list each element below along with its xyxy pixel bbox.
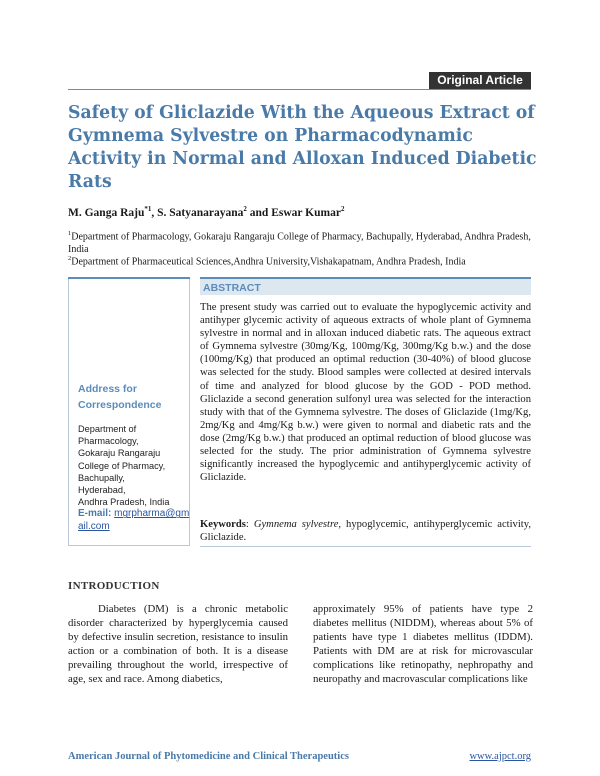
address-line: Bachupally, <box>78 472 125 483</box>
author-affil-mark: 2 <box>340 205 345 213</box>
keywords-italic: Gymnema sylvestre, <box>253 519 342 530</box>
correspondence-heading: Address for Correspondence <box>78 383 162 411</box>
author-separator: , <box>151 206 158 219</box>
keywords: Keywords: Gymnema sylvestre, hypoglycemic, antihyperglycemic activity, Gliclazide. <box>200 519 531 544</box>
abstract-heading: ABSTRACT <box>200 277 531 295</box>
affiliation-text: Department of Pharmaceutical Sciences,Andhra University,Vishakapatnam, Andhra Pradesh, India <box>71 256 466 268</box>
abstract-text: The present study was carried out to evaluate the hypoglycemic activity and antihyper glycemic activity of aqueous extracts of whole plant of Gymnema sylvestre in normal and in alloxan induced diabetic rats. The aqueous extract of Gymnema sylvestre (30mg/Kg, 100mg/Kg, 300mg/Kg b.w.) and the dose (100mg/Kg) that produced an optimal reduction (30-40%) of blood glucose was selected for the study. Blood samples were collected at desired intervals of time and analyzed for blood glucose by the GOD - POD method. Gliclazide a second generation sulfonyl urea was selected for the interaction study with that of the Gymnema sylvestre. The doses of Gliclazide (1mg/Kg, 2mg/Kg and 4mg/Kg b.w.) were given to normal and diabetic rats and the dose (2mg/Kg b.w.) that produced an optimal reduction of blood glucose was selected for the study. The prior administration of Gymnema sylvestre significantly increased the hypoglycemic and antihyperglycemic activity of Gliclazide. <box>200 302 531 484</box>
author-name: S. Satyanarayana <box>157 206 244 219</box>
intro-column-left: Diabetes (DM) is a chronic metabolic disorder characterized by hyperglycemia caused by defective insulin secretion, resistance to insulin action or a combination of both. It is a disease prevailing throughout the world, irrespective of age, sex and race. Among diabetics, <box>68 603 288 685</box>
email-link[interactable]: mgrpharma@gmail.com <box>78 508 190 532</box>
journal-name: American Journal of Phytomedicine and Clinical Therapeutics <box>68 751 349 762</box>
correspondence-address <box>78 423 190 533</box>
introduction-heading: INTRODUCTION <box>68 580 160 592</box>
article-type-badge: Original Article <box>429 72 531 89</box>
affiliation-number: 1 <box>68 230 72 237</box>
author-affil-mark: 2 <box>243 205 247 213</box>
address-line: Department of <box>78 424 137 434</box>
affiliation-2 <box>68 253 538 269</box>
address-line: College of Pharmacy, <box>78 460 166 471</box>
author-name: M. Ganga Raju <box>68 206 145 219</box>
author-separator: and <box>246 206 272 219</box>
header-rule <box>68 89 531 90</box>
author-list <box>68 205 344 219</box>
address-line: Hyderabad, <box>78 485 126 496</box>
intro-column-right: approximately 95% of patients have type 2 diabetes mellitus (NIDDM), whereas about 5% of patients have type 1 diabetes mellitus (IDDM). Patients with DM are at risk for microvascular complications like retinopathy, nephropathy and neuropathy and macrovascular complications like <box>313 603 533 685</box>
abstract-rule <box>200 546 531 547</box>
affiliation-number: 2 <box>68 255 72 262</box>
paper-title: Safety of Gliclazide With the Aqueous Extract of Gymnema Sylvestre on Pharmacodynamic Activity in Normal and Alloxan Induced Diabetic Rats <box>68 103 537 192</box>
address-line: Gokaraju Rangaraju <box>78 448 161 459</box>
author-affil-mark: *1 <box>144 205 152 213</box>
journal-url-link[interactable]: www.ajpct.org <box>469 751 531 762</box>
email-row <box>78 508 190 532</box>
address-line: Pharmacology, <box>78 436 139 447</box>
address-line: Andhra Pradesh, India <box>78 497 170 508</box>
affiliation-text: Department of Pharmacology, Gokaraju Rangaraju College of Pharmacy, Bachupally, Hyderabad, Andhra Pradesh, India <box>68 231 531 255</box>
author-name: Eswar Kumar <box>271 206 341 219</box>
keywords-rest: hypoglycemic, antihyperglycemic activity, Gliclazide. <box>200 519 531 544</box>
email-label: E-mail: <box>78 508 115 520</box>
keywords-label: Keywords <box>200 519 246 530</box>
